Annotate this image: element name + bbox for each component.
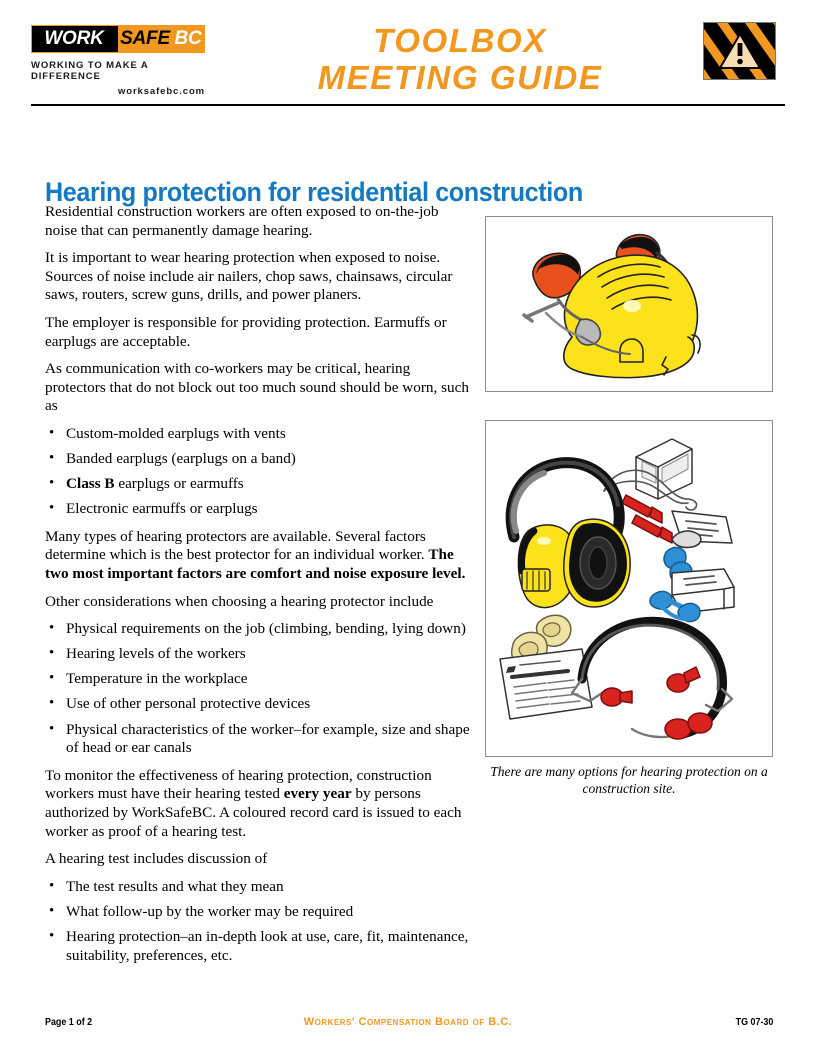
figure-hard-hat-with-earmuffs — [485, 216, 773, 392]
emphasis-text: Class B — [66, 475, 115, 493]
bullet-list — [45, 425, 470, 519]
logo-wordmark — [31, 25, 205, 53]
body-paragraph: It is important to wear hearing protection when exposed to noise. Sources of noise include air nailers, chop saws, chainsaws, circular saws, routers, screw guns, drills, and power planers. — [45, 249, 453, 304]
bullet-item: • Hearing levels of the workers — [45, 645, 470, 664]
body-paragraph: A hearing test includes discussion of — [45, 850, 268, 868]
bullet-item: • Physical requirements on the job (climbing, bending, lying down) — [45, 620, 470, 639]
figure-caption: There are many options for hearing protection on a construction site. — [490, 764, 768, 796]
worksafebc-logo — [31, 25, 211, 97]
body-paragraph: Residential construction workers are often exposed to on-the-job noise that can permanently damage hearing. — [45, 203, 439, 239]
article-body — [45, 203, 470, 974]
bullet-item: • Custom-molded earplugs with vents — [45, 425, 470, 444]
logo-word-bc: BC — [172, 26, 204, 52]
header-title-line2: MEETING GUIDE — [317, 59, 603, 96]
body-paragraph: Other considerations when choosing a hearing protector include — [45, 592, 434, 610]
warning-triangle-icon — [703, 22, 776, 80]
header-title — [240, 22, 680, 96]
logo-tagline: WORKING TO MAKE A DIFFERENCE — [31, 60, 149, 82]
bullet-item: • Physical characteristics of the worker–for example, size and shape of head or ear canals — [45, 721, 470, 758]
bullet-item: • Banded earplugs (earplugs on a band) — [45, 450, 470, 469]
logo-word-safe: SAFE — [118, 26, 172, 52]
hard-hat-illustration — [486, 217, 772, 391]
footer-organization: Workers' Compensation Board of B.C. — [303, 1016, 513, 1028]
page-footer — [0, 1016, 816, 1040]
header-title-line1: TOOLBOX — [373, 22, 547, 59]
bullet-list — [45, 878, 470, 965]
figure-hearing-protection-options — [485, 420, 773, 757]
body-paragraph: Many types of hearing protectors are available. Several factors determine which is the best protector for an individual worker. The two most important factors are comfort and noise exposure level. — [45, 527, 466, 582]
hard-hat-highlight — [623, 300, 641, 312]
bullet-item: • Electronic earmuffs or earplugs — [45, 500, 470, 519]
bullet-list — [45, 620, 470, 758]
body-paragraph: The employer is responsible for providing protection. Earmuffs or earplugs are acceptable. — [45, 313, 447, 350]
page-title: Hearing protection for residential construction — [45, 177, 583, 208]
footer-page-number: Page 1 of 2 — [45, 1016, 93, 1028]
emphasis-text: The two most important factors are comfort and noise exposure level. — [45, 546, 466, 582]
body-paragraph: To monitor the effectiveness of hearing protection, construction workers must have their hearing tested every year by persons authorized by WorkSafeBC. A coloured record card is issued to each worker as proof of a hearing test. — [45, 766, 462, 840]
bullet-item: • What follow-up by the worker may be required — [45, 903, 470, 922]
hearing-protection-devices-illustration — [486, 421, 772, 756]
footer-document-code: TG 07-30 — [735, 1016, 773, 1028]
body-paragraph: As communication with co-workers may be critical, hearing protectors that do not block out too much sound should be worn, such as — [45, 360, 469, 415]
logo-website-url: worksafebc.com — [117, 86, 205, 97]
warning-triangle-glyph — [718, 31, 762, 71]
emphasis-text: every year — [283, 785, 352, 803]
logo-word-work: WORK — [32, 26, 118, 52]
bullet-item: • Use of other personal protective devices — [45, 695, 470, 714]
bullet-item: • Temperature in the workplace — [45, 670, 470, 689]
bullet-item: • Class B earplugs or earmuffs — [45, 475, 470, 494]
bullet-item: • The test results and what they mean — [45, 878, 470, 897]
bullet-item: • Hearing protection–an in-depth look at use, care, fit, maintenance, suitability, preferences, etc. — [45, 928, 470, 965]
page-header — [0, 0, 816, 112]
header-divider — [31, 104, 785, 106]
